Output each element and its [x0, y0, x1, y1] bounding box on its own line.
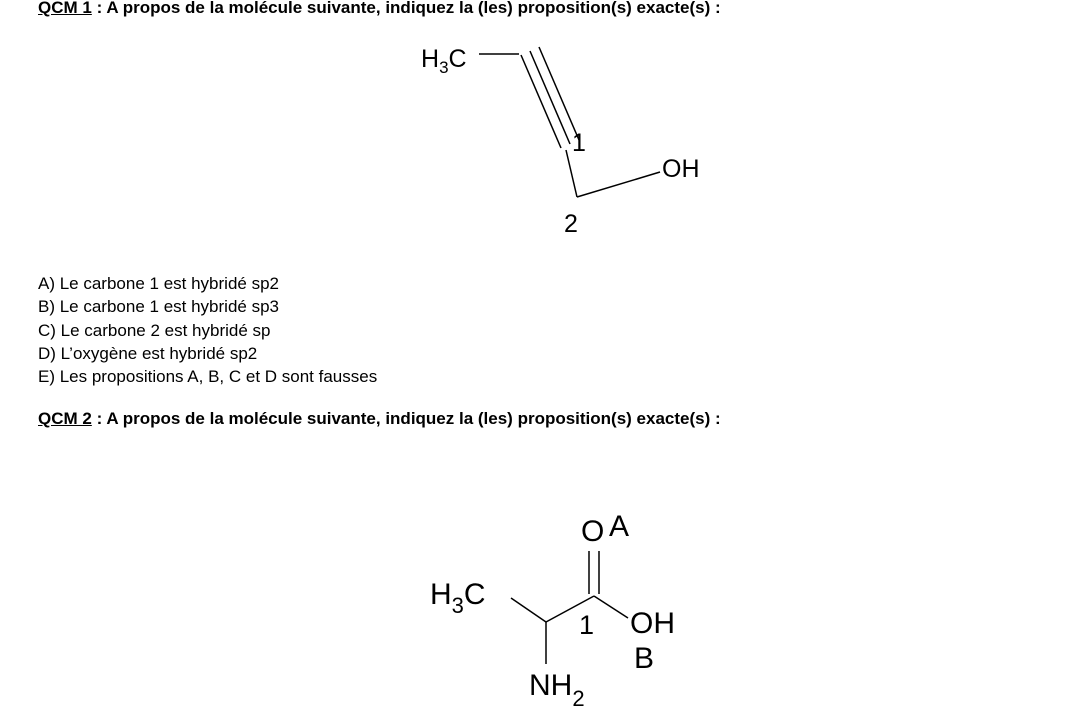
qcm1-number: QCM 1: [38, 0, 92, 17]
qcm1-option-c: C) Le carbone 2 est hybridé sp: [38, 320, 271, 340]
qcm1-option-a: A) Le carbone 1 est hybridé sp2: [38, 274, 279, 293]
qcm2-bond-c1-oh: [594, 596, 628, 618]
qcm2-label-a: A: [609, 510, 630, 543]
qcm2-number: QCM 2: [38, 409, 92, 428]
qcm2-separator: :: [91, 409, 107, 428]
qcm2-bond-methyl: [511, 598, 546, 622]
qcm2-oxygen-a-label: O: [581, 515, 605, 548]
qcm1-option-b: B) Le carbone 1 est hybridé sp3: [38, 297, 279, 317]
qcm1-carbon2-label: 2: [564, 210, 578, 238]
qcm1-methyl-label: $H_3C$: [421, 45, 467, 77]
qcm2-methyl-label: $H_3C$: [430, 578, 486, 618]
qcm2-amine-label: $NH_2$: [529, 669, 585, 711]
qcm1-question: A propos de la molécule suivante, indiquez la (les) proposition(s) exacte(s) :: [106, 0, 721, 17]
qcm1-hydroxyl-label: OH: [662, 155, 700, 183]
qcm2-question: A propos de la molécule suivante, indiquez la (les) proposition(s) exacte(s) :: [106, 409, 721, 428]
qcm2-hydroxyl-label: OH: [630, 607, 675, 640]
qcm1-carbon1-label: 1: [572, 129, 586, 157]
qcm1-option-d: D) L’oxygène est hybridé sp2: [38, 343, 258, 363]
qcm1-option-e: E) Les propositions A, B, C et D sont fausses: [38, 367, 378, 387]
qcm2-double-bond: [589, 551, 599, 594]
qcm2-carbon1-label: 1: [579, 610, 595, 640]
qcm2-label-b: B: [634, 642, 655, 675]
qcm1-separator: :: [91, 0, 107, 17]
